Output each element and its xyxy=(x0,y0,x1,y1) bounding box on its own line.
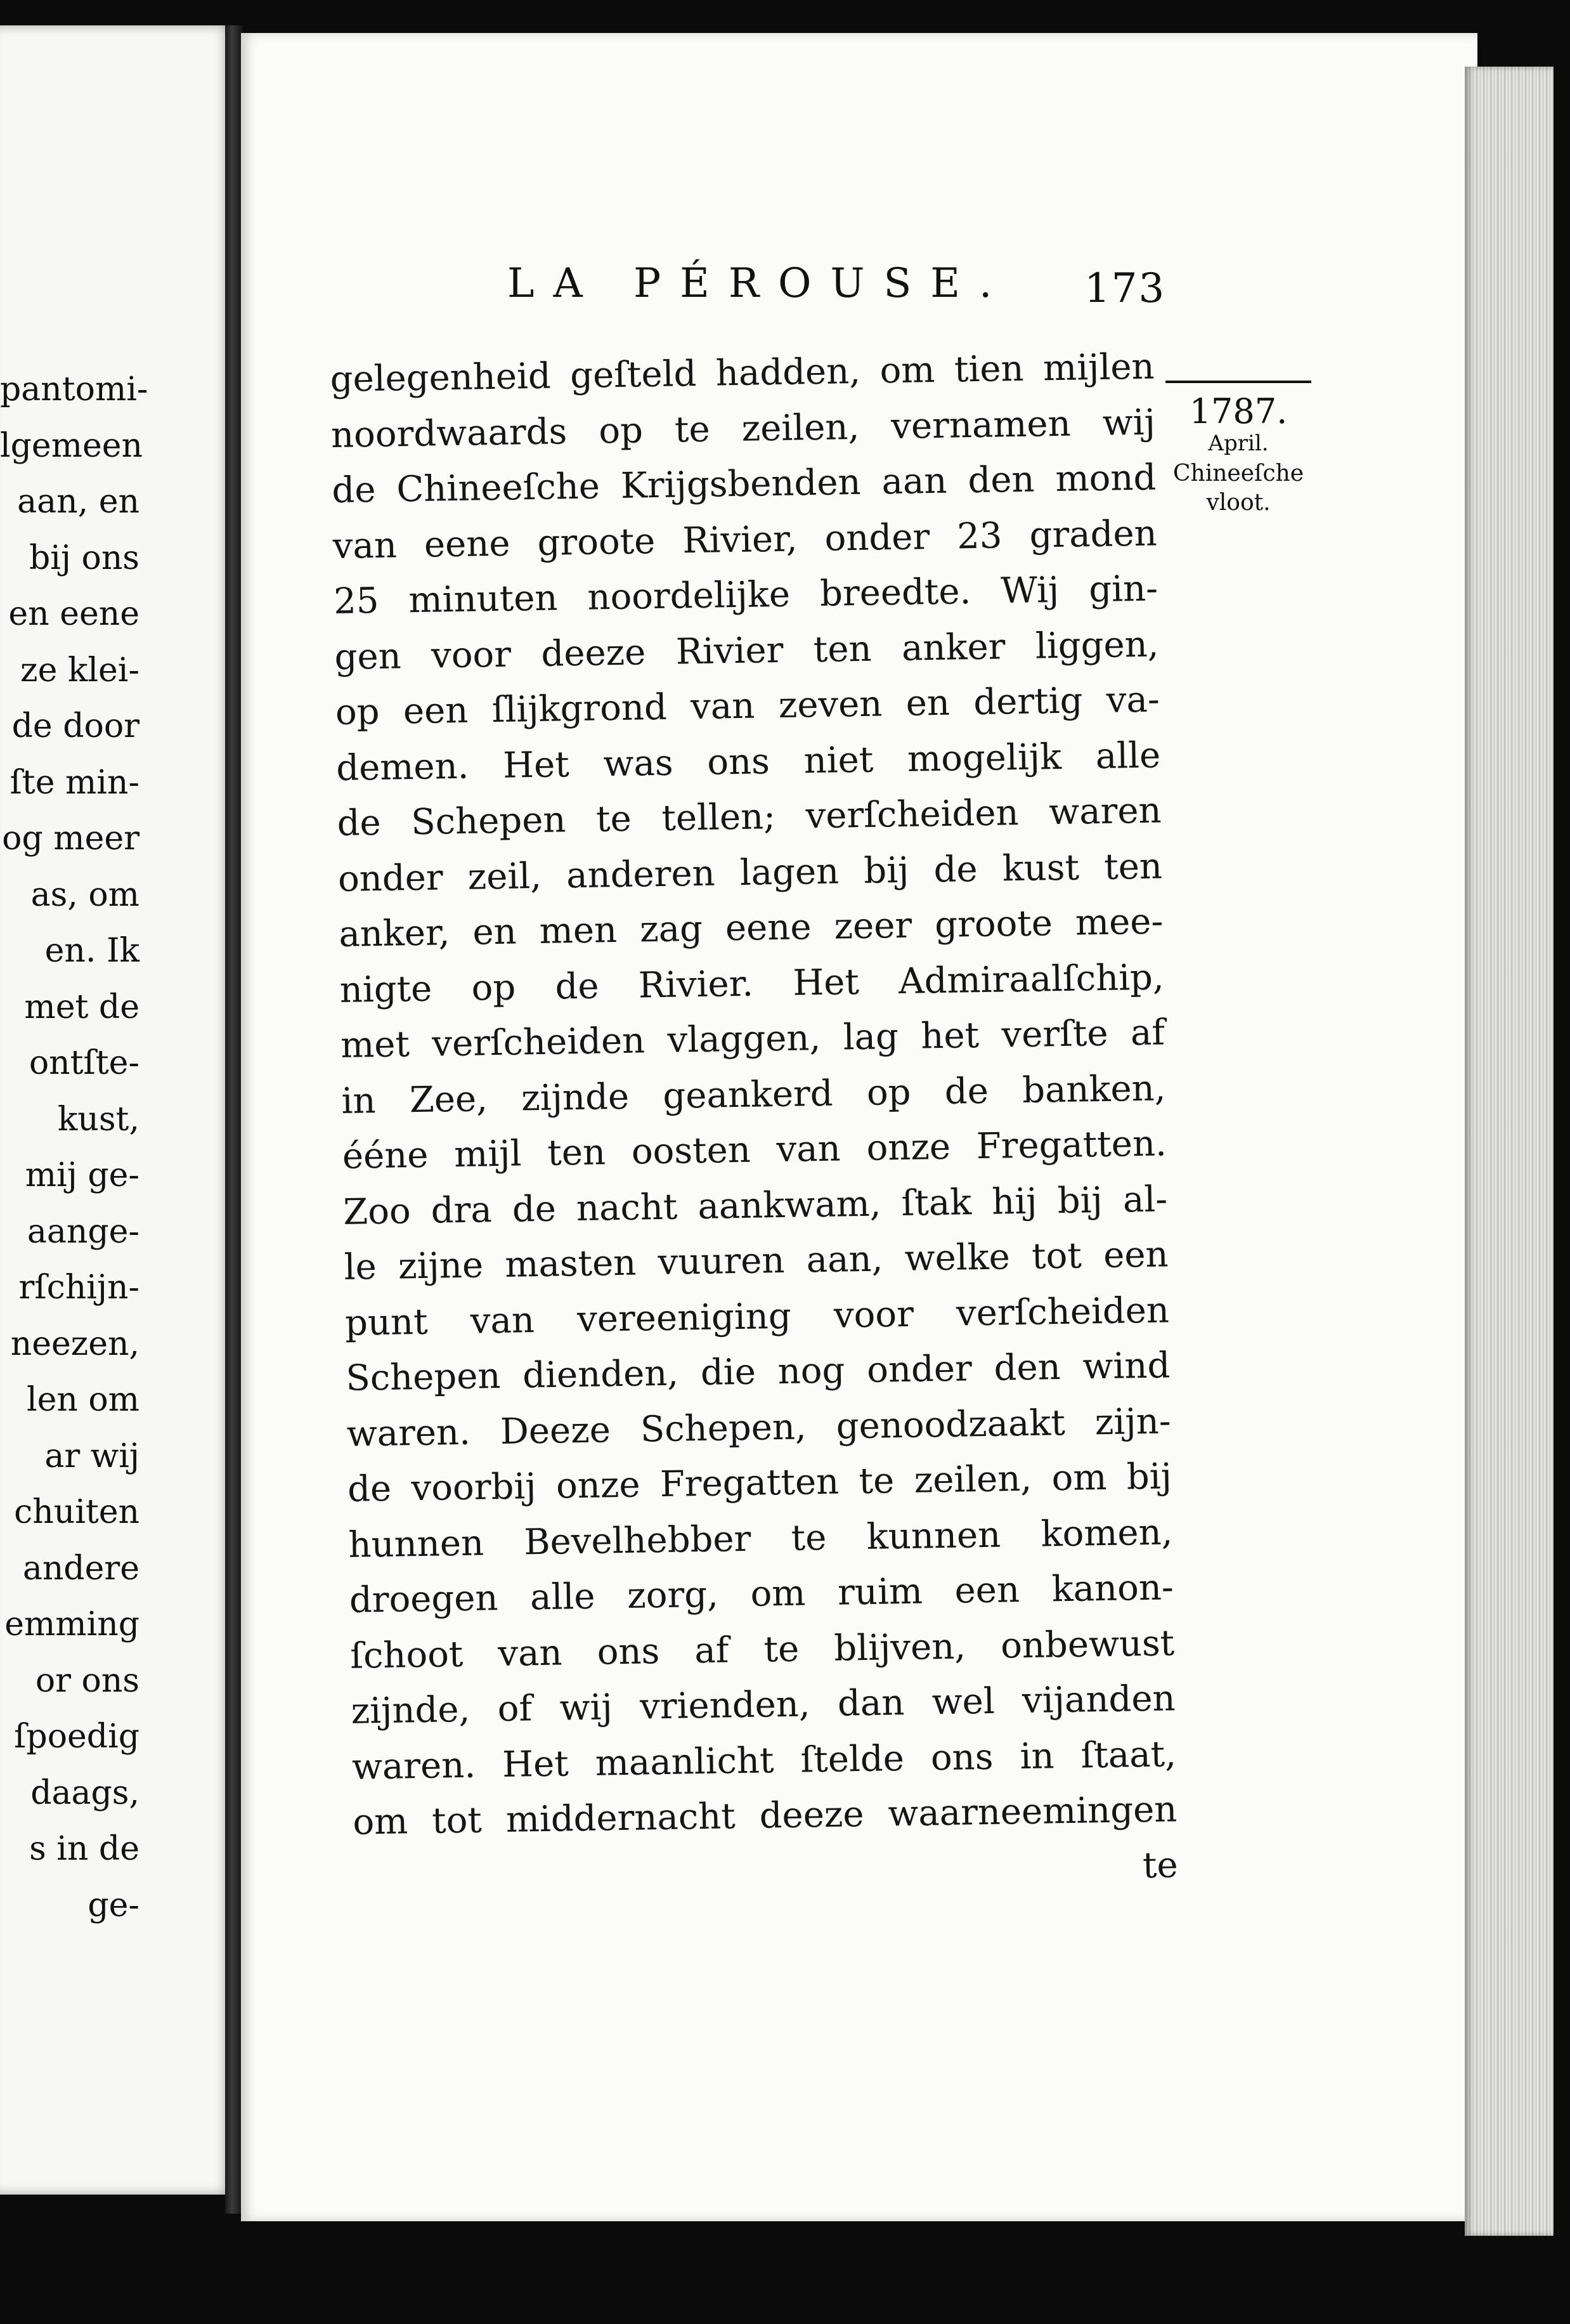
body-text xyxy=(330,339,1178,1906)
text-line: zijnde, of wij vrienden, dan wel vijanden xyxy=(351,1678,1176,1732)
text-line: waren. Deeze Schepen, genoodzaakt zijn- xyxy=(346,1400,1172,1455)
text-line: 25 minuten noordelijke breedte. Wij gin- xyxy=(333,568,1158,622)
page-number: 173 xyxy=(1084,265,1166,312)
text-line: or ons xyxy=(35,1661,139,1700)
text-line: emming xyxy=(4,1605,139,1643)
running-head xyxy=(507,260,1173,323)
text-line: anker, en men zag eene zeer groote mee- xyxy=(338,901,1164,955)
text-line: met verſcheiden vlaggen, lag het verſte af xyxy=(340,1012,1165,1066)
text-line: Schepen dienden, die nog onder den wind xyxy=(345,1345,1171,1399)
text-line: ſte min- xyxy=(10,763,139,802)
margin-rule xyxy=(1165,381,1311,383)
text-line: aange- xyxy=(27,1212,139,1251)
text-line: om tot middernacht deeze waarneemingen xyxy=(352,1789,1178,1843)
text-line: ſpoedig xyxy=(14,1718,139,1756)
text-line: andere xyxy=(22,1549,139,1588)
margin-month: April. xyxy=(1208,431,1269,456)
text-line: rſchijn- xyxy=(18,1269,139,1307)
text-line: de Schepen te tellen; verſcheiden waren xyxy=(337,790,1162,844)
text-line: as, om xyxy=(30,875,139,914)
text-line: ar wij xyxy=(44,1437,139,1475)
text-line: op een ſlijkgrond van zeven en dertig va- xyxy=(335,679,1160,733)
text-line: lgemeen xyxy=(0,426,143,465)
margin-year: 1787. xyxy=(1189,391,1288,431)
page-edges xyxy=(1465,67,1554,2236)
text-line: kust, xyxy=(57,1100,139,1139)
text-line: daags, xyxy=(30,1773,139,1812)
margin-note xyxy=(1165,381,1311,518)
text-line: len om xyxy=(26,1381,139,1419)
text-line: in Zee, zijnde geankerd op de banken, xyxy=(341,1067,1166,1122)
text-line: ze klei- xyxy=(20,651,139,689)
text-line: neezen, xyxy=(10,1324,139,1363)
text-line: en. Ik xyxy=(44,932,139,970)
text-line: en eene xyxy=(8,595,139,633)
text-line: ontſte- xyxy=(29,1044,139,1082)
text-line: pantomi- xyxy=(0,370,148,408)
text-line: og meer xyxy=(2,819,139,858)
text-line: le zijne masten vuuren aan, welke tot een xyxy=(344,1234,1169,1288)
text-line: ééne mijl ten oosten van onze Fregatten. xyxy=(342,1123,1167,1177)
running-title: LA PÉROUSE. xyxy=(507,260,1011,307)
text-line: waren. Het maanlicht ſtelde ons in ſtaat, xyxy=(351,1733,1177,1788)
text-line: onder zeil, anderen lagen bij de kust ten xyxy=(337,845,1163,900)
left-page xyxy=(0,25,235,2195)
text-line: van eene groote Rivier, onder 23 graden xyxy=(332,512,1158,567)
text-line: te xyxy=(1142,1844,1179,1886)
text-line: gelegenheid geſteld hadden, om tien mijlen xyxy=(330,346,1155,400)
text-line: ge- xyxy=(88,1886,139,1924)
text-line: de door xyxy=(11,707,139,745)
text-line: demen. Het was ons niet mogelijk alle xyxy=(335,734,1161,789)
text-line: chuiten xyxy=(14,1493,139,1531)
text-line: punt van vereeniging voor verſcheiden xyxy=(344,1289,1170,1344)
text-line: hunnen Bevelhebber te kunnen komen, xyxy=(348,1511,1173,1566)
text-line: gen voor deeze Rivier ten anker liggen, xyxy=(334,623,1159,678)
text-line: mij ge- xyxy=(25,1156,139,1194)
left-page-text xyxy=(0,362,148,1933)
book-gutter xyxy=(225,25,243,2214)
text-line: noordwaards op te zeilen, vernamen wij xyxy=(330,401,1156,456)
text-line: s in de xyxy=(29,1830,139,1868)
text-line: aan, en xyxy=(17,483,139,521)
text-line: de Chineeſche Krijgsbenden aan den mond xyxy=(331,457,1157,511)
text-line: ſchoot van ons af te blijven, onbewust xyxy=(349,1622,1175,1677)
text-line: de voorbij onze Fregatten te zeilen, om bij xyxy=(347,1456,1172,1510)
text-line: droegen alle zorg, om ruim een kanon- xyxy=(349,1567,1174,1621)
text-line: bij ons xyxy=(29,539,139,577)
text-line: met de xyxy=(24,988,139,1026)
margin-topic: Chineeſche vloot. xyxy=(1172,460,1304,516)
text-line: Zoo dra de nacht aankwam, ſtak hij bij al- xyxy=(342,1178,1168,1233)
text-line: nigte op de Rivier. Het Admiraalſchip, xyxy=(339,956,1165,1011)
